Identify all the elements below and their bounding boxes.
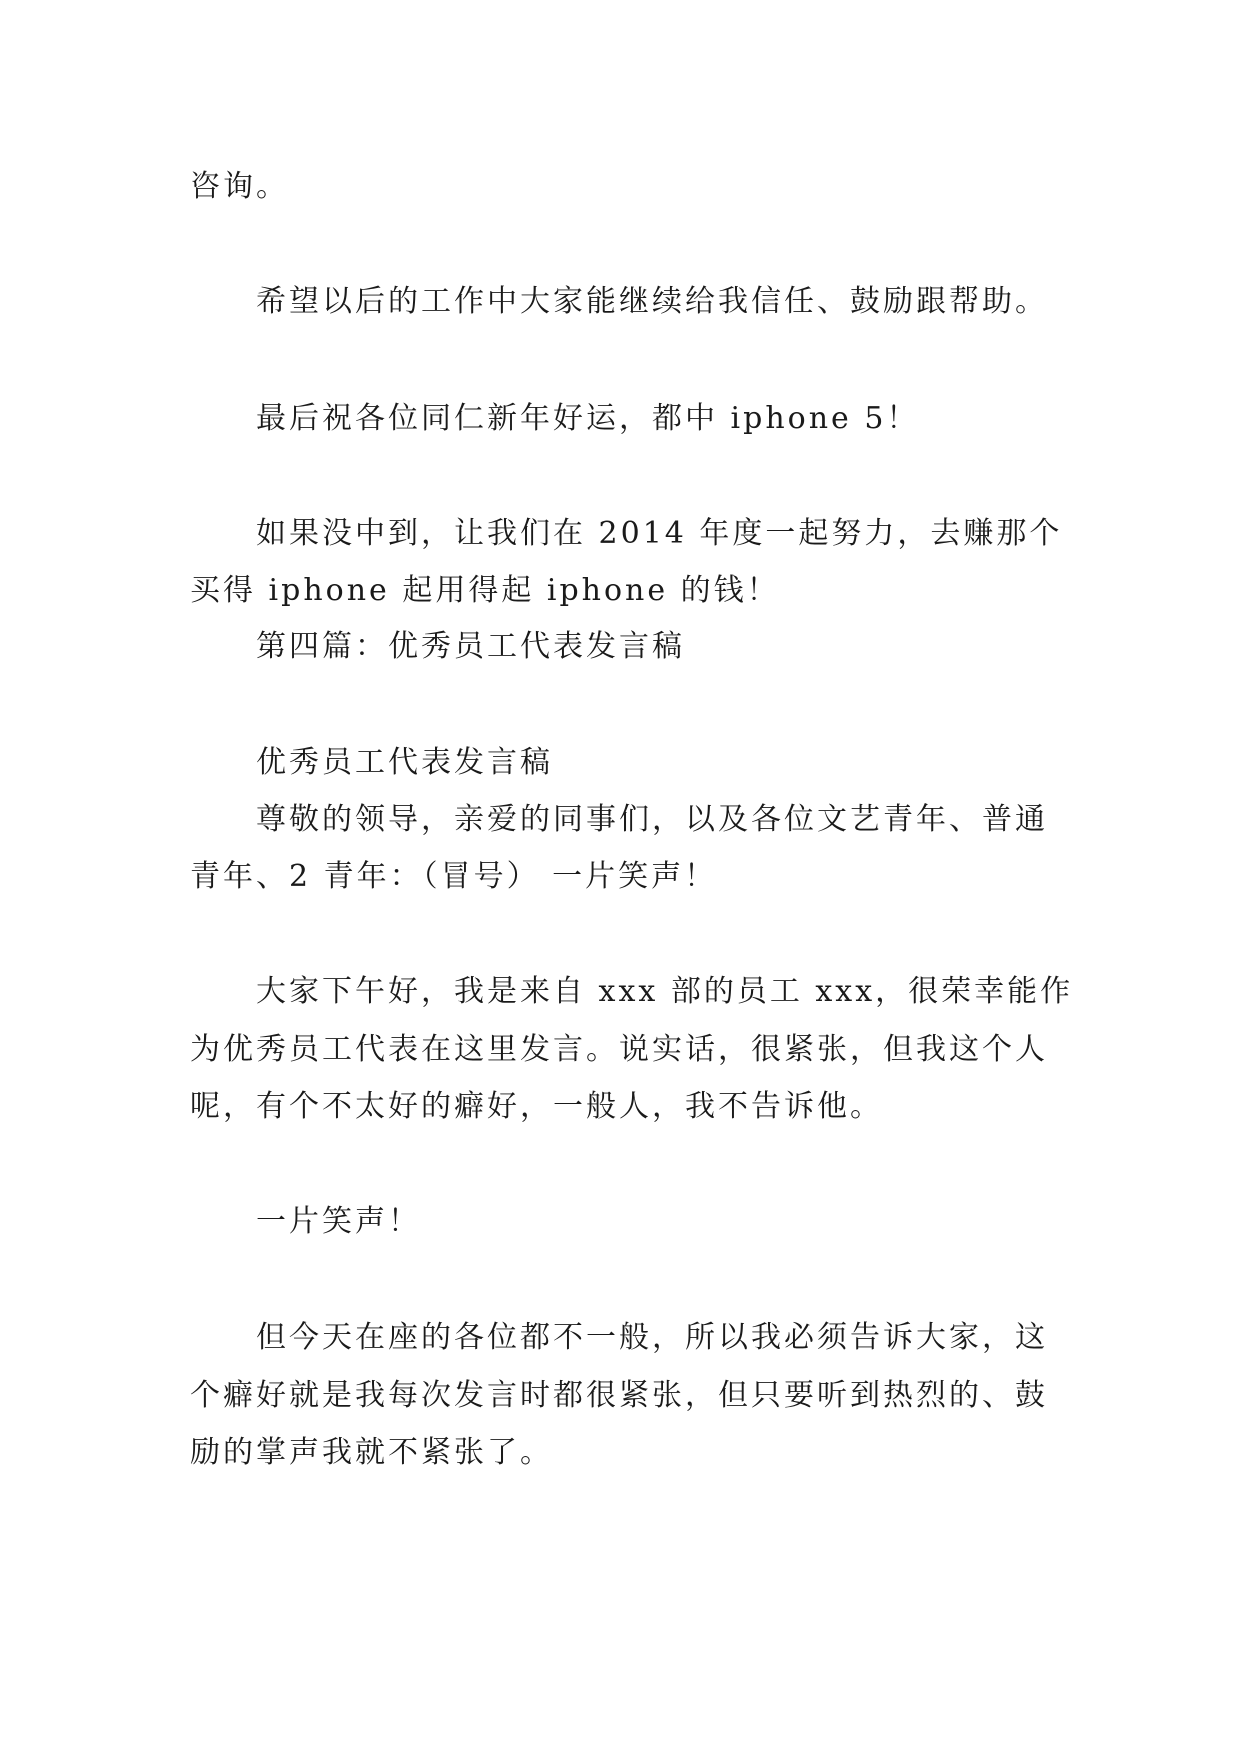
- text-line-new-year-wish: 最后祝各位同仁新年好运，都中 iphone 5！: [256, 401, 920, 436]
- speech-title: 优秀员工代表发言稿: [256, 745, 553, 780]
- text-line-intro-end: 呢，有个不太好的癖好，一般人，我不告诉他。: [190, 1089, 883, 1124]
- text-line-today: 但今天在座的各位都不一般，所以我必须告诉大家，这: [256, 1320, 1048, 1355]
- text-line-laughter: 一片笑声！: [256, 1204, 421, 1239]
- text-line-iphone-money: 买得 iphone 起用得起 iphone 的钱！: [190, 573, 780, 608]
- text-line-greeting: 尊敬的领导，亲爱的同事们，以及各位文艺青年、普通: [256, 802, 1048, 837]
- text-line-greeting-cont: 青年、2 青年：（冒号） 一片笑声！: [190, 859, 718, 894]
- text-line-if-not-won: 如果没中到，让我们在 2014 年度一起努力，去赚那个: [256, 516, 1063, 551]
- text-line-intro: 大家下午好，我是来自 xxx 部的员工 xxx，很荣幸能作: [256, 974, 1074, 1009]
- text-line-intro-cont: 为优秀员工代表在这里发言。说实话，很紧张，但我这个人: [190, 1032, 1048, 1067]
- text-line-habit: 个癖好就是我每次发言时都很紧张，但只要听到热烈的、鼓: [190, 1378, 1048, 1413]
- text-line-applause: 励的掌声我就不紧张了。: [190, 1435, 553, 1470]
- text-line-hope: 希望以后的工作中大家能继续给我信任、鼓励跟帮助。: [256, 284, 1048, 319]
- section-heading: 第四篇：优秀员工代表发言稿: [256, 629, 685, 664]
- text-line-consult: 咨询。: [190, 169, 289, 204]
